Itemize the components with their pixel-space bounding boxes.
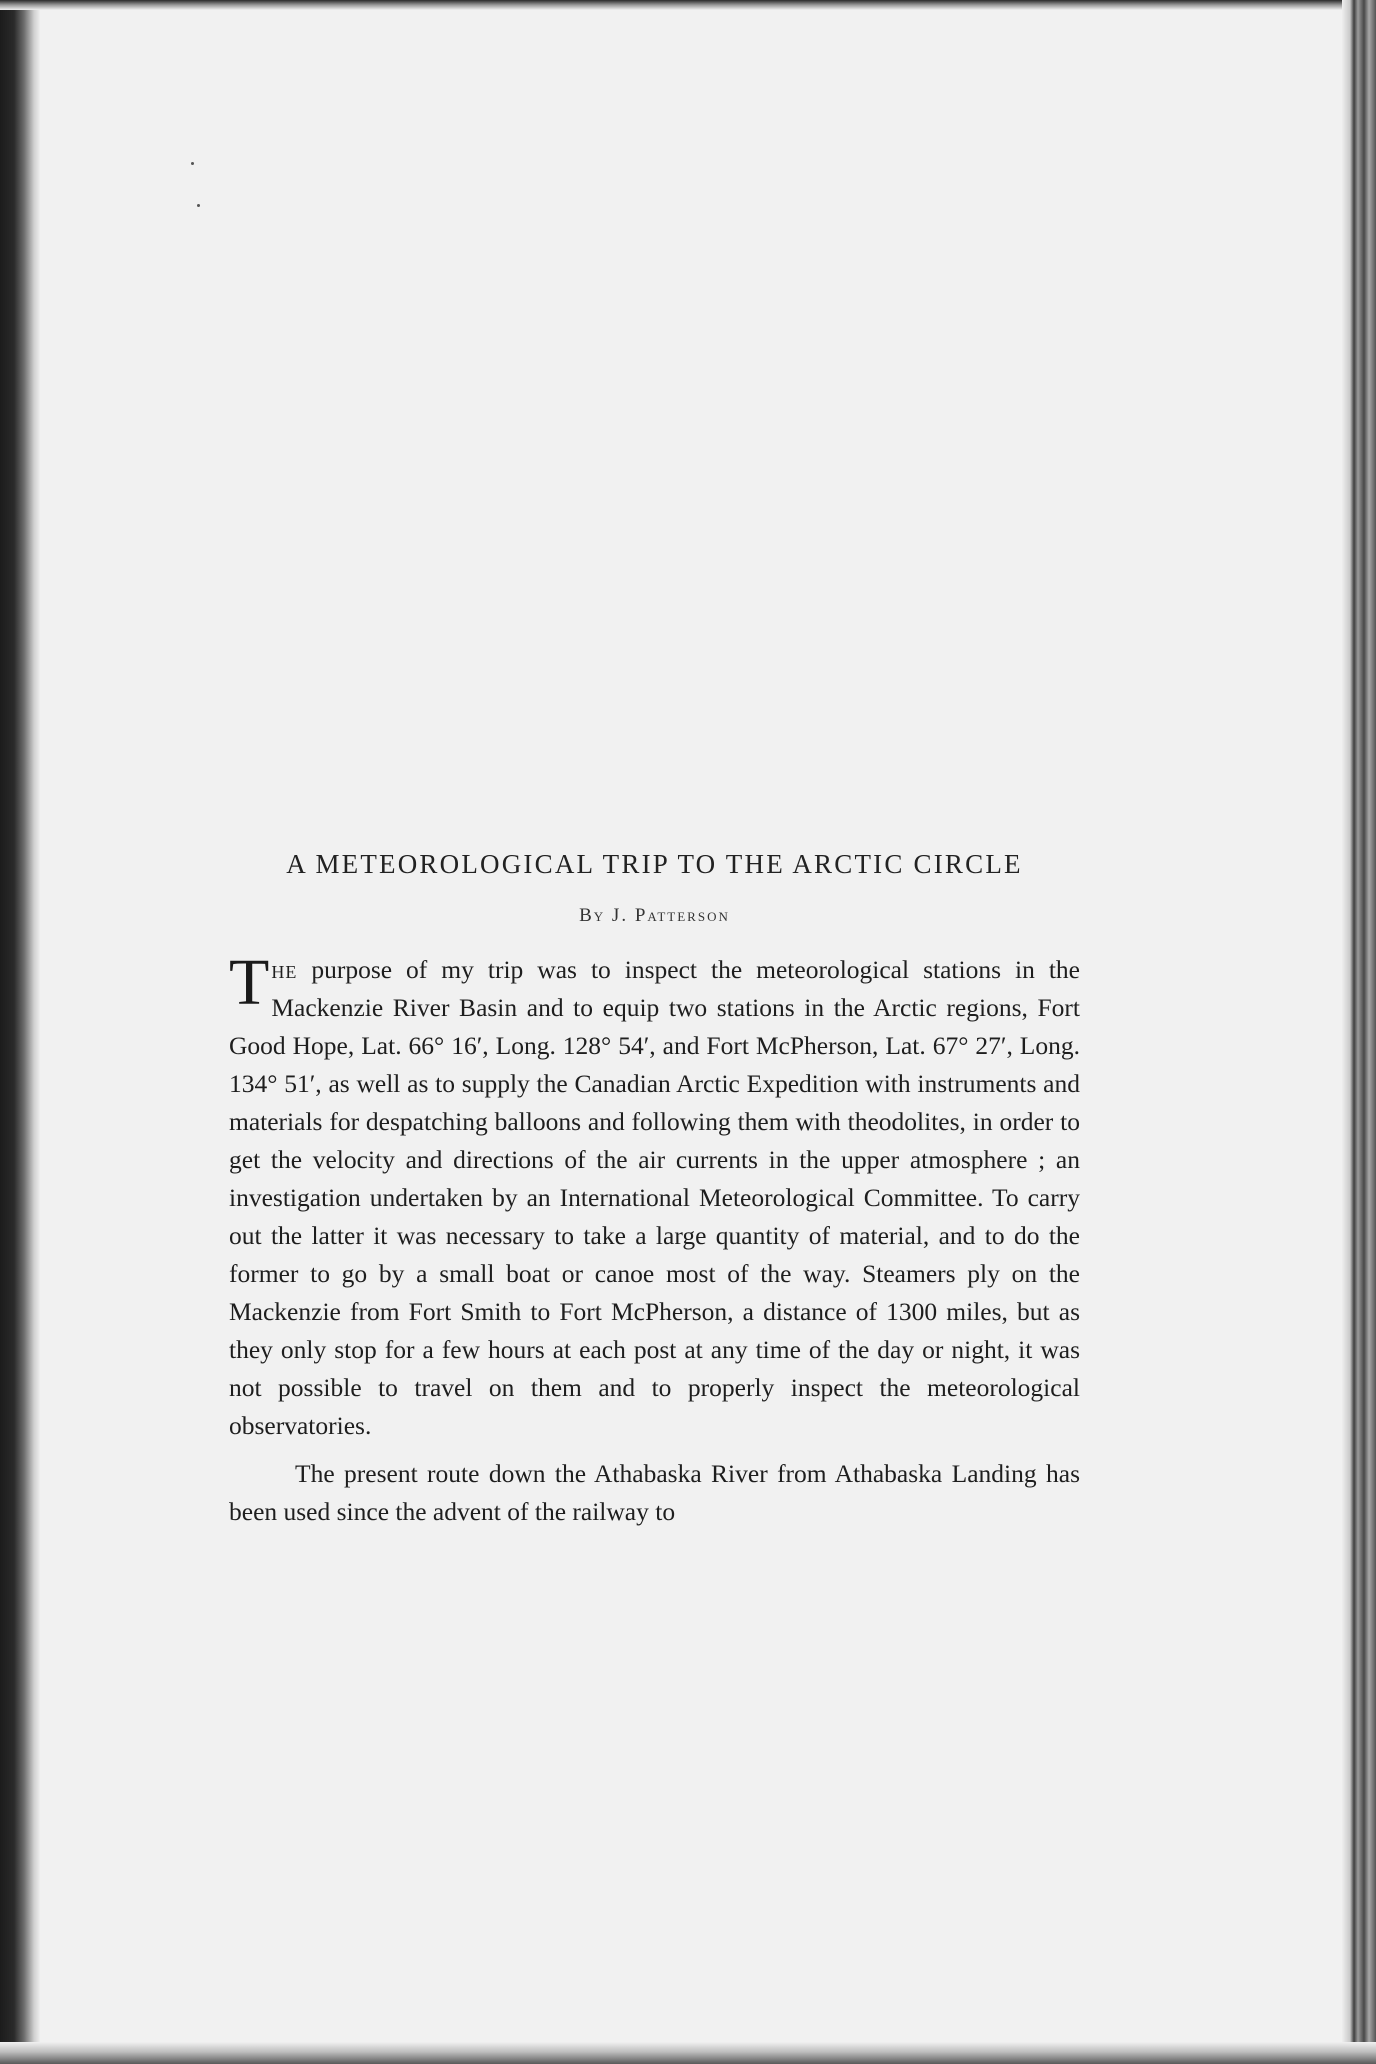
article-byline: By J. Patterson: [579, 905, 730, 926]
article: [229, 845, 1080, 1531]
dust-speck: [191, 162, 194, 165]
lead-in-caps: he: [271, 955, 298, 984]
paragraph-2-text: The present route down the Athabaska River from Athabaska Landing has been used since the advent of the railway to: [229, 1459, 1080, 1526]
drop-cap: T: [229, 946, 270, 1019]
article-title: A METEOROLOGICAL TRIP TO THE ARCTIC CIRCLE: [286, 849, 1023, 879]
paragraph-1-text: purpose of my trip was to inspect the meteorological stations in the Mackenzie River Basin and to equip two stations in the Arctic regions, Fort Good Hope, Lat. 66° 16′, Long. 128° 54′, and Fort McPherson, Lat. 67° 27′, Long. 134° 51′, as well as to supply the Canadian Arctic Expedition with instruments and materials for despatching balloons and following them with theodolites, in order to get the velocity and directions of the air currents in the upper atmosphere ; an investigation undertaken by an International Meteorological Committee. To carry out the latter it was necessary to take a large quantity of material, and to do the former to go by a small boat or canoe most of the way. Steamers ply on the Mackenzie from Fort Smith to Fort McPherson, a distance of 1300 miles, but as they only stop for a few hours at each post at any time of the day or night, it was not possible to travel on them and to properly inspect the meteorological observatories.: [229, 955, 1080, 1440]
top-scan-edge: [0, 0, 1376, 10]
article-body: [229, 946, 1080, 1531]
page-stack-edge: [1342, 0, 1376, 2064]
paragraph-2: [229, 1455, 1080, 1531]
paragraph-1: [229, 946, 1080, 1445]
book-binding-edge: [0, 0, 40, 2064]
dust-speck: [197, 204, 200, 207]
bottom-scan-edge: [0, 2042, 1376, 2064]
